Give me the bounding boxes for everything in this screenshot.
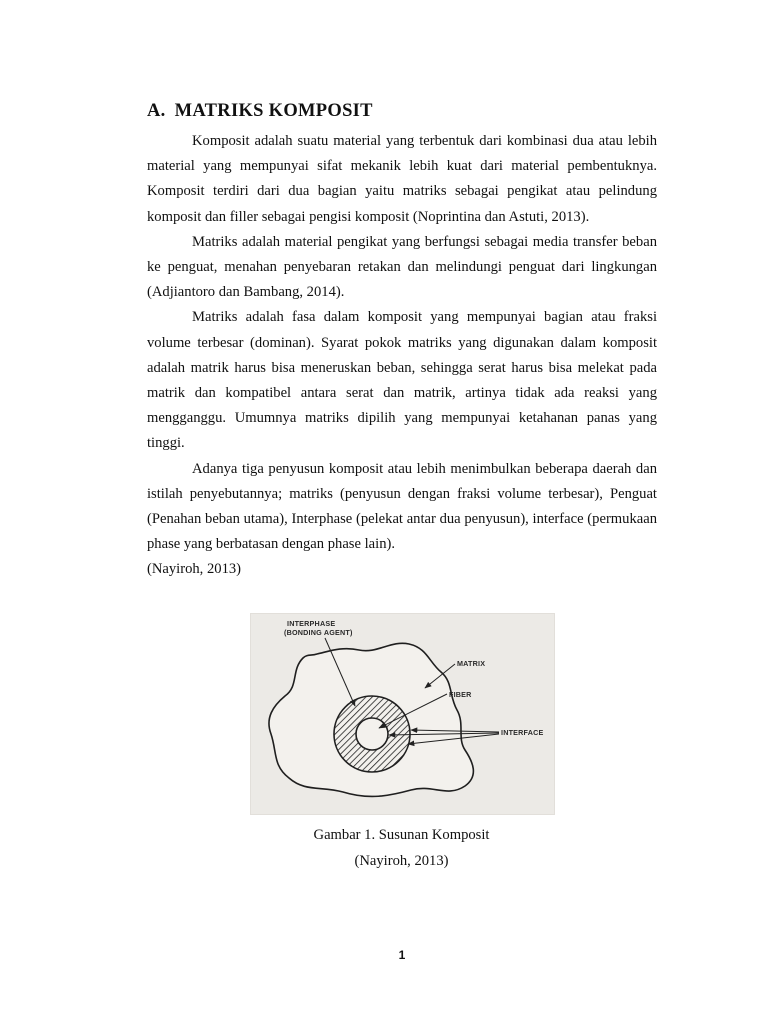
section-title: MATRIKS KOMPOSIT xyxy=(174,101,373,121)
figure-caption xyxy=(250,822,553,874)
section-number: A. xyxy=(147,101,166,121)
composite-structure-figure xyxy=(250,613,555,815)
label-interface: INTERFACE xyxy=(501,728,544,737)
label-bonding-agent: (BONDING AGENT) xyxy=(284,628,353,637)
label-fiber: FIBER xyxy=(449,690,472,699)
paragraph-1: Komposit adalah suatu material yang terbentuk dari kombinasi dua atau lebih material yang mempunyai sifat mekanik lebih kuat dari material pembentuknya. Komposit terdiri dari dua bagian yaitu matriks sebagai pengikat atau pelindung komposit dan filler sebagai pengisi komposit (Noprintina dan Astuti, 2013). xyxy=(147,133,657,225)
label-interphase: INTERPHASE xyxy=(287,619,336,628)
paragraph-3: Matriks adalah fasa dalam komposit yang mempunyai bagian atau fraksi volume terbesar (dominan). Syarat pokok matriks yang digunakan dalam komposit adalah matrik harus bisa meneruskan beban, sehingga serat harus bisa melekat pada matrik dan kompatibel antara serat dan matrik, artinya tidak ada reaksi yang mengganggu. Umumnya matriks dipilih yang mempunyai ketahanan panas yang tinggi. xyxy=(147,309,657,452)
label-matrix: MATRIX xyxy=(457,659,486,668)
paragraph-2: Matriks adalah material pengikat yang berfungsi sebagai media transfer beban ke penguat, menahan penyebaran retakan dan melindungi penguat dari lingkungan (Adjiantoro dan Bambang, 2014). xyxy=(147,233,657,301)
citation-line: (Nayiroh, 2013) xyxy=(147,561,242,578)
fiber-core xyxy=(356,718,388,750)
caption-title: Gambar 1. Susunan Komposit xyxy=(313,827,490,843)
paragraph-4: Adanya tiga penyusun komposit atau lebih menimbulkan beberapa daerah dan istilah penyebutannya; matriks (penyusun dengan fraksi volume terbesar), Penguat (Penahan beban utama), Interphase (pelekat antar dua penyusun), interface (permukaan phase yang berbatasan dengan phase lain). xyxy=(147,460,657,553)
body-text xyxy=(147,129,657,583)
composite-diagram xyxy=(251,614,554,814)
caption-source: (Nayiroh, 2013) xyxy=(354,853,449,869)
section-heading xyxy=(147,101,373,122)
page-number: 1 xyxy=(398,948,406,962)
